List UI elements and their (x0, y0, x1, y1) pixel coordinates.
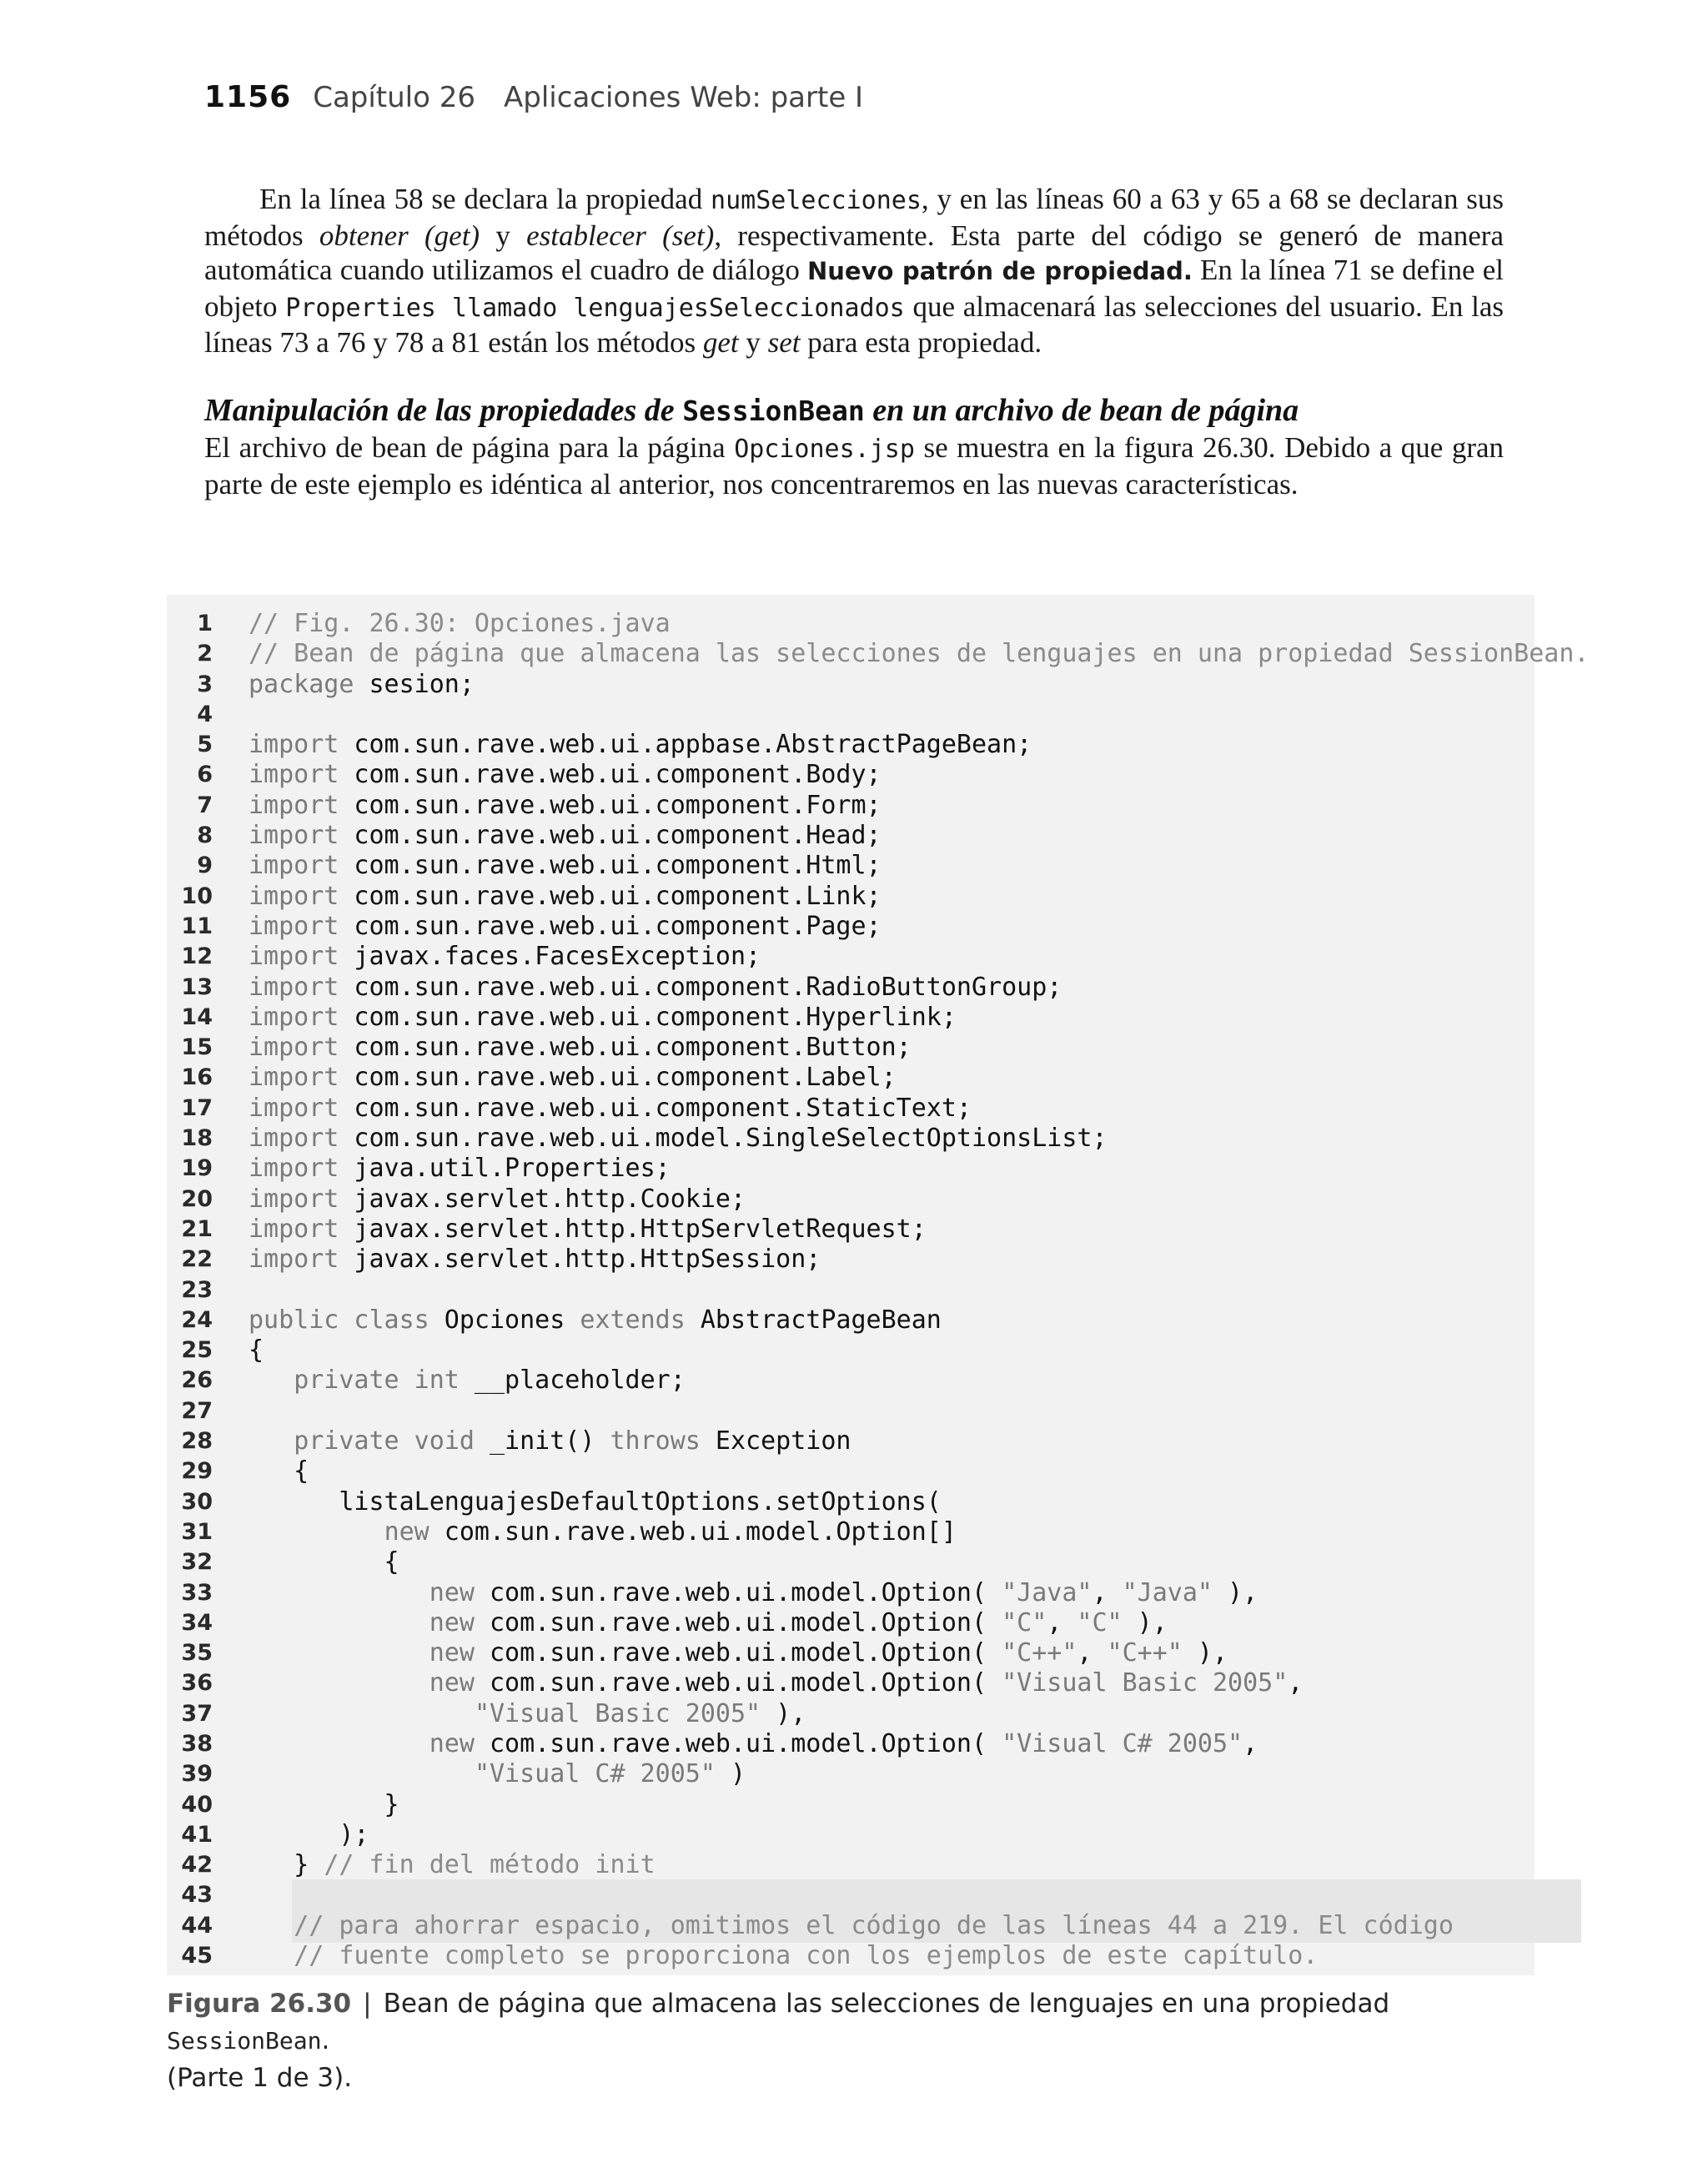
line-number: 36 (181, 1670, 213, 1697)
code-keyword: import (249, 881, 339, 911)
code-text (249, 670, 475, 700)
code-line (167, 1033, 1535, 1063)
line-number: 44 (181, 1912, 213, 1939)
code-line (167, 1517, 1535, 1547)
line-number: 3 (197, 671, 213, 697)
text-run: , respectivamente. Esta parte del código se generó de manera automática cuando utilizamos el cuadro de diálogo (204, 219, 1504, 286)
code-string: "Visual C# 2005" (474, 1759, 716, 1789)
caption-code: SessionBean (167, 2027, 322, 2055)
code-line (167, 670, 1535, 700)
code-keyword: import (249, 730, 339, 760)
line-number: 20 (181, 1185, 213, 1212)
line-number: 27 (181, 1397, 213, 1424)
code-text (249, 760, 882, 790)
code-token: javax.servlet.http.HttpServletRequest; (339, 1214, 927, 1244)
line-number: 22 (181, 1246, 213, 1273)
text-run: y (480, 219, 527, 252)
code-token (249, 1759, 475, 1788)
text-run: y (738, 326, 768, 359)
code-text (249, 730, 1032, 760)
line-number: 2 (197, 641, 213, 667)
line-number: 6 (197, 762, 213, 788)
code-token: Opciones (429, 1305, 580, 1335)
code-line (167, 1275, 1535, 1305)
heading-text: en un archivo de bean de página (864, 393, 1299, 428)
line-number: 34 (181, 1609, 213, 1636)
code-token: ), (1182, 1638, 1228, 1668)
code-line (167, 973, 1535, 1003)
code-keyword: import (249, 1124, 339, 1154)
code-line (167, 1729, 1535, 1759)
code-keyword: import (249, 1214, 339, 1244)
code-keyword: import (249, 821, 339, 851)
code-string: "Visual Basic 2005" (474, 1698, 761, 1728)
code-line (167, 1668, 1535, 1698)
line-number: 38 (181, 1730, 213, 1757)
code-token (249, 1517, 384, 1547)
code-text (249, 1638, 1228, 1668)
code-line (167, 942, 1535, 972)
code-text (249, 1245, 821, 1275)
caption-end: . (321, 2025, 330, 2055)
code-token: com.sun.rave.web.ui.appbase.AbstractPageBean; (339, 730, 1032, 760)
line-number: 42 (181, 1852, 213, 1879)
code-text (249, 609, 671, 639)
code-text (249, 1941, 1318, 1971)
code-line (167, 1578, 1535, 1608)
code-token: com.sun.rave.web.ui.model.Option( (474, 1638, 1002, 1668)
code-text (249, 1911, 1454, 1941)
caption-separator: | (363, 1989, 372, 2019)
text-run: se muestra en la figura 26.30. Debido a que gran parte de este ejemplo es idéntica al anterior, nos concentraremos en las nuevas características. (204, 431, 1505, 500)
code-keyword: new (429, 1577, 475, 1607)
line-number: 28 (181, 1428, 213, 1455)
line-number: 11 (181, 913, 213, 939)
code-string: "Java" (1002, 1577, 1093, 1607)
line-number: 4 (197, 701, 213, 727)
code-token: ), (1212, 1577, 1258, 1607)
code-line (167, 1215, 1535, 1245)
code-line (167, 1003, 1535, 1033)
code-token: com.sun.rave.web.ui.model.Option( (474, 1668, 1002, 1698)
code-text (249, 1517, 957, 1547)
code-token (249, 1941, 294, 1970)
code-comment: // Fig. 26.30: Opciones.java (249, 609, 671, 638)
code-line (167, 1245, 1535, 1275)
code-line (167, 1305, 1535, 1335)
code-token: { (249, 1547, 399, 1577)
code-line (167, 1941, 1535, 1971)
code-keyword: import (249, 760, 339, 790)
code-keyword: import (249, 1154, 339, 1184)
code-token: java.util.Properties; (339, 1154, 671, 1184)
chapter-number: Capítulo 26 (313, 81, 476, 114)
caption-part: (Parte 1 de 3). (167, 2063, 353, 2093)
code-token: ), (1122, 1607, 1168, 1637)
code-token (249, 1911, 294, 1940)
line-number: 30 (181, 1488, 213, 1515)
line-number: 35 (181, 1640, 213, 1667)
line-number: 31 (181, 1518, 213, 1545)
text-run: En la línea 58 se declara la propiedad (259, 183, 711, 215)
code-string: "C" (1077, 1607, 1123, 1637)
code-keyword: new (429, 1728, 475, 1758)
code-line (167, 912, 1535, 942)
paragraph-1 (204, 182, 1504, 360)
line-number: 1 (197, 611, 213, 636)
code-string: "Visual C# 2005" (1002, 1728, 1243, 1758)
code-line (167, 1820, 1535, 1850)
code-keyword: package (249, 669, 354, 699)
code-keyword: import (249, 851, 339, 881)
figure-label: Figura 26.30 (167, 1989, 352, 2019)
code-text (249, 1063, 897, 1093)
code-listing (167, 595, 1590, 1975)
code-token: com.sun.rave.web.ui.component.Hyperlink; (339, 1002, 957, 1032)
code-line (167, 1699, 1535, 1729)
code-token: listaLenguajesDefaultOptions.setOptions( (249, 1486, 942, 1517)
code-line (167, 851, 1535, 881)
code-token (249, 1638, 430, 1667)
code-text (249, 1668, 1303, 1698)
code-keyword: private void (294, 1426, 475, 1456)
code-text (249, 882, 882, 912)
code-token (249, 1366, 294, 1395)
code-keyword: public class (249, 1305, 430, 1335)
line-number: 10 (181, 883, 213, 909)
code-token: com.sun.rave.web.ui.component.Button; (339, 1033, 912, 1063)
code-comment: // fin del método init (324, 1850, 656, 1880)
line-number: 25 (181, 1337, 213, 1364)
code-token: com.sun.rave.web.ui.component.Form; (339, 790, 882, 820)
code-line (167, 1366, 1535, 1396)
inline-code: Properties llamado lenguajesSeleccionados (285, 293, 905, 323)
code-token: com.sun.rave.web.ui.component.Link; (339, 881, 882, 911)
chapter-title: Aplicaciones Web: parte I (504, 81, 864, 114)
code-line (167, 1911, 1535, 1941)
code-text (249, 1215, 927, 1245)
code-string: "Java" (1122, 1577, 1213, 1607)
code-line (167, 730, 1535, 760)
code-token: ) (715, 1759, 746, 1789)
code-token: , (1047, 1607, 1078, 1637)
code-line (167, 882, 1535, 912)
code-token: com.sun.rave.web.ui.model.Option( (474, 1577, 1002, 1607)
heading-code: SessionBean (682, 395, 865, 427)
code-text (249, 1820, 369, 1850)
code-token: javax.servlet.http.Cookie; (339, 1184, 746, 1214)
code-token (249, 1578, 430, 1607)
code-token: AbstractPageBean (685, 1305, 942, 1335)
code-keyword: new (429, 1638, 475, 1668)
code-string: "C" (1002, 1607, 1047, 1637)
code-text (249, 1608, 1168, 1638)
code-token (249, 1426, 294, 1456)
code-token: com.sun.rave.web.ui.component.RadioButtonGroup; (339, 972, 1062, 1002)
italic-text: set (767, 326, 801, 359)
code-keyword: import (249, 1093, 339, 1123)
code-line (167, 821, 1535, 851)
code-keyword: throws (610, 1426, 701, 1456)
code-token: ); (249, 1819, 369, 1849)
code-text (249, 1305, 942, 1335)
code-token: , (1288, 1668, 1304, 1698)
code-string: "Visual Basic 2005" (1002, 1668, 1289, 1698)
code-text (249, 912, 882, 942)
paragraph-1-text (204, 182, 1504, 360)
code-token: ), (761, 1698, 806, 1728)
line-number: 16 (181, 1064, 213, 1091)
code-token: com.sun.rave.web.ui.component.Html; (339, 851, 882, 881)
code-text (249, 821, 882, 851)
code-text (249, 942, 761, 972)
code-text (249, 1759, 746, 1789)
line-number: 13 (181, 973, 213, 1000)
code-line (167, 791, 1535, 821)
code-token: Exception (700, 1426, 851, 1456)
code-comment: // Bean de página que almacena las selecciones de lenguajes en una propiedad SessionBean. (249, 639, 1590, 669)
line-number: 41 (181, 1821, 213, 1848)
code-text (249, 1335, 264, 1366)
code-text (249, 1578, 1258, 1608)
text-run: , y en las líneas 60 a 63 y 65 a 68 se declaran sus métodos (204, 183, 1504, 252)
code-keyword: private int (294, 1366, 460, 1396)
code-keyword: import (249, 1245, 339, 1275)
code-line (167, 1426, 1535, 1456)
line-number: 5 (197, 732, 213, 758)
italic-text: obtener (get) (319, 219, 480, 252)
code-keyword: import (249, 911, 339, 941)
code-token: , (1077, 1638, 1108, 1668)
code-keyword: extends (580, 1305, 686, 1335)
code-token: sesion; (354, 669, 475, 699)
code-token: com.sun.rave.web.ui.component.Page; (339, 911, 882, 941)
code-keyword: import (249, 1184, 339, 1214)
figure-caption (167, 1985, 1535, 2096)
code-token: com.sun.rave.web.ui.model.SingleSelectOptionsList; (339, 1124, 1108, 1154)
line-number: 32 (181, 1549, 213, 1576)
line-number: 14 (181, 1003, 213, 1030)
code-line (167, 1638, 1535, 1668)
code-comment: // para ahorrar espacio, omitimos el código de las líneas 44 a 219. El código (294, 1910, 1454, 1940)
code-keyword: import (249, 1033, 339, 1063)
running-header (204, 80, 863, 114)
code-line (167, 1063, 1535, 1093)
code-keyword: new (429, 1607, 475, 1637)
code-line (167, 1880, 1535, 1910)
code-token: __placeholder; (459, 1366, 686, 1396)
code-keyword: new (384, 1517, 430, 1547)
code-text (249, 1487, 942, 1517)
code-keyword: import (249, 972, 339, 1002)
code-text (249, 1850, 656, 1880)
italic-text: establecer (set) (526, 219, 715, 252)
code-token: javax.servlet.http.HttpSession; (339, 1245, 821, 1275)
line-number: 7 (197, 792, 213, 818)
line-number: 43 (181, 1882, 213, 1909)
code-line (167, 609, 1535, 639)
code-line (167, 639, 1590, 669)
code-token (249, 1668, 430, 1698)
code-text (249, 1729, 1258, 1759)
code-token (249, 1729, 430, 1758)
paragraph-2 (204, 430, 1504, 501)
code-line (167, 1487, 1535, 1517)
code-token: com.sun.rave.web.ui.model.Option( (474, 1728, 1002, 1758)
line-number: 39 (181, 1761, 213, 1788)
code-text (249, 1456, 309, 1486)
code-line (167, 1124, 1535, 1154)
code-token: { (249, 1456, 309, 1486)
inline-code: numSelecciones (711, 186, 922, 215)
code-comment: // fuente completo se proporciona con los ejemplos de este capítulo. (294, 1941, 1319, 1971)
code-token: com.sun.rave.web.ui.model.Option( (474, 1607, 1002, 1637)
line-number: 24 (181, 1306, 213, 1333)
text-run: En la línea 71 se define el objeto (204, 254, 1504, 323)
code-text (249, 1124, 1108, 1154)
page-number: 1156 (204, 80, 292, 114)
code-line (167, 1790, 1535, 1820)
code-token: } (249, 1789, 399, 1819)
caption-text: Bean de página que almacena las selecciones de lenguajes en una propiedad (383, 1989, 1390, 2019)
code-token: { (249, 1335, 264, 1366)
code-keyword: import (249, 790, 339, 820)
code-line (167, 1154, 1535, 1184)
code-lines (167, 609, 1590, 1971)
line-number: 18 (181, 1125, 213, 1152)
code-text (249, 639, 1589, 669)
code-line (167, 1396, 1535, 1426)
code-token (249, 1699, 475, 1728)
code-line (167, 1456, 1535, 1486)
line-number: 9 (197, 853, 213, 879)
code-text (249, 1003, 957, 1033)
code-token (249, 1608, 430, 1637)
code-text (249, 1033, 912, 1063)
code-string: "C++" (1107, 1638, 1183, 1668)
section-heading (204, 392, 1299, 429)
code-text (249, 1185, 746, 1215)
code-keyword: import (249, 1063, 339, 1093)
code-token: } (249, 1850, 324, 1880)
code-text (249, 1790, 399, 1820)
heading-text: Manipulación de las propiedades de (204, 393, 683, 428)
code-line (167, 1094, 1535, 1124)
code-line (167, 1335, 1535, 1366)
line-number: 12 (181, 943, 213, 970)
code-line (167, 1185, 1535, 1215)
line-number: 19 (181, 1155, 213, 1182)
code-line (167, 700, 1535, 730)
line-number: 45 (181, 1943, 213, 1969)
code-token: com.sun.rave.web.ui.model.Option[] (429, 1517, 957, 1547)
code-text (249, 1154, 671, 1184)
code-line (167, 760, 1535, 790)
line-number: 33 (181, 1579, 213, 1606)
code-token: com.sun.rave.web.ui.component.Body; (339, 760, 882, 790)
code-line (167, 1608, 1535, 1638)
code-keyword: new (429, 1668, 475, 1698)
code-text (249, 791, 882, 821)
code-text (249, 1426, 851, 1456)
code-token: , (1243, 1728, 1258, 1758)
code-text (249, 973, 1062, 1003)
line-number: 15 (181, 1034, 213, 1061)
code-keyword: import (249, 1002, 339, 1032)
code-line (167, 1759, 1535, 1789)
italic-text: get (702, 326, 739, 359)
code-text (249, 851, 882, 881)
code-token: javax.faces.FacesException; (339, 942, 761, 972)
ui-term: Nuevo patrón de propiedad. (807, 257, 1193, 285)
line-number: 8 (197, 822, 213, 849)
code-token: , (1092, 1577, 1123, 1607)
code-token: _init() (474, 1426, 610, 1456)
line-number: 37 (181, 1700, 213, 1727)
line-number: 21 (181, 1215, 213, 1242)
line-number: 17 (181, 1094, 213, 1121)
line-number: 40 (181, 1791, 213, 1818)
code-string: "C++" (1002, 1638, 1078, 1668)
inline-code: Opciones.jsp (734, 435, 915, 464)
text-run: El archivo de bean de página para la página (204, 431, 735, 464)
code-line (167, 1850, 1535, 1880)
code-text (249, 1094, 972, 1124)
code-keyword: import (249, 942, 339, 972)
line-number: 23 (181, 1276, 213, 1303)
line-number: 26 (181, 1367, 213, 1394)
code-token: com.sun.rave.web.ui.component.Head; (339, 821, 882, 851)
code-token: com.sun.rave.web.ui.component.StaticText; (339, 1093, 972, 1123)
code-text (249, 1547, 399, 1577)
text-run: que almacenará las selecciones del usuario. En las líneas 73 a 76 y 78 a 81 están los métodos (204, 289, 1504, 359)
code-token: com.sun.rave.web.ui.component.Label; (339, 1063, 897, 1093)
paragraph-2-text (204, 430, 1504, 501)
code-text (249, 1699, 806, 1729)
line-number: 29 (181, 1458, 213, 1485)
code-line (167, 1547, 1535, 1577)
code-text (249, 1366, 686, 1396)
text-run: para esta propiedad. (800, 326, 1042, 359)
